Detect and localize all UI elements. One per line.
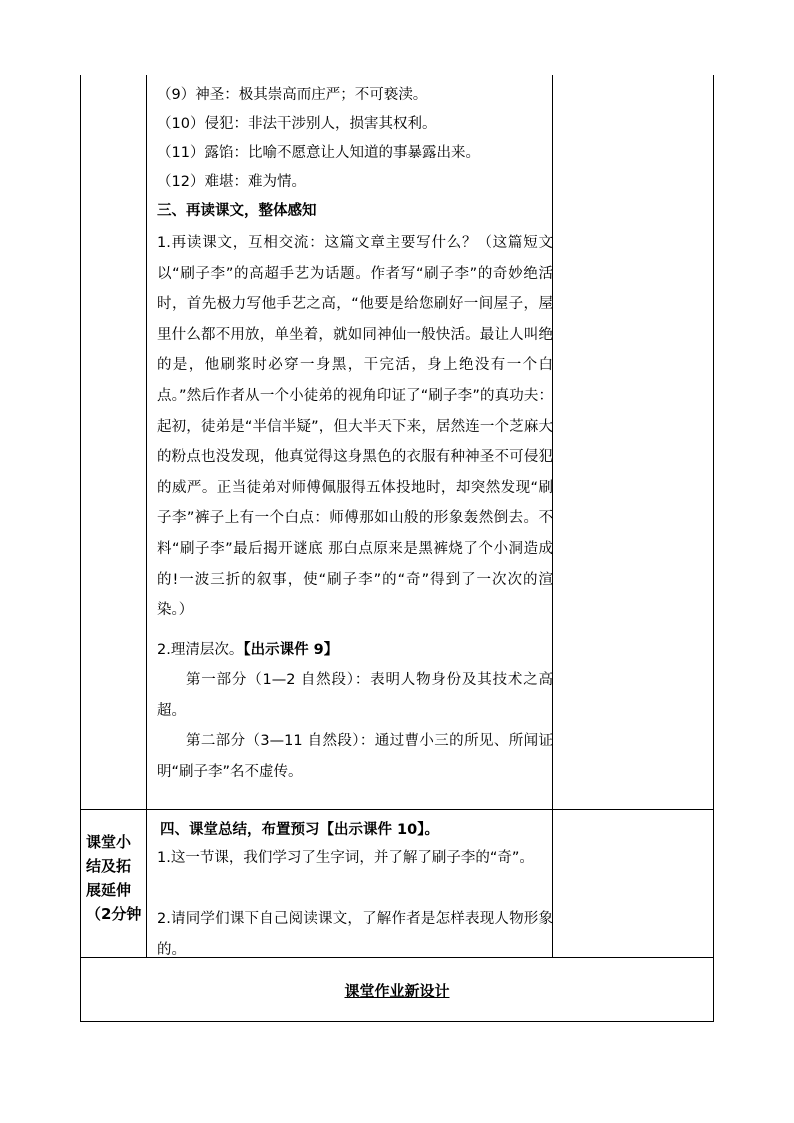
section3-item2: [157, 640, 338, 660]
definition-9: （9）神圣：极其崇高而庄严；不可亵渎。: [157, 87, 428, 103]
table-border-right: [713, 75, 714, 1022]
table-row-line-1: [80, 809, 714, 810]
table-border-bottom: [80, 1021, 714, 1022]
definition-12: （12）难堪：难为情。: [157, 174, 306, 190]
courseware-9-label: 【出示课件 9】: [243, 642, 339, 658]
summary-item1: 1.这一节课，我们学习了生字词，并了解了刷子李的“奇”。: [157, 850, 534, 866]
section3-item1: 1.再读课文，互相交流：这篇文章主要写什么？（这篇短文以“刷子李”的高超手艺为话题。作者写“刷子李”的奇妙绝活时，首先极力写他手艺之高，“他要是给您刷好一间屋子，屋里什么都不用放，单坐着，就如同神仙一般快活。最让人叫绝的是，他刷浆时必穿一身黑，干完活，身上绝没有一个白点。”然后作者从一个小徒弟的视角印证了“刷子李”的真功夫：起初，徒弟是“半信半疑”，但大半天下来，居然连一个芝麻大的粉点也没发现，他真觉得这身黑色的衣服有种神圣不可侵犯的威严。正当徒弟对师傅佩服得五体投地时，却突然发现“刷子李”裤子上有一个白点：师傅那如山般的形象轰然倒去。不料“刷子李”最后揭开谜底 那白点原来是黑裤烧了个小洞造成的!一波三折的叙事，使“刷子李”的“奇”得到了一次次的渲染。）: [157, 235, 553, 619]
summary-row-label: 课堂小结及拓展延伸（2分钟: [86, 833, 142, 923]
definition-11: （11）露馅：比喻不愿意让人知道的事暴露出来。: [157, 145, 480, 161]
summary-heading: 四、课堂总结，布置预习【出示课件 10】。: [160, 822, 439, 838]
homework-design-title: 课堂作业新设计: [344, 982, 450, 1000]
table-border-left: [80, 75, 81, 1022]
section3-heading: 三、再读课文，整体感知: [157, 203, 317, 219]
table-divider-left-col: [146, 75, 147, 957]
section3-part2: 第二部分（3—11 自然段）：通过曹小三的所见、所闻证明“刷子李”名不虚传。: [157, 733, 553, 780]
section3-part1: 第一部分（1—2 自然段）：表明人物身份及其技术之高超。: [157, 672, 553, 719]
section3-item2-prefix: 2.理清层次。: [157, 642, 244, 658]
definition-10: （10）侵犯：非法干涉别人，损害其权利。: [157, 116, 437, 132]
summary-item2: 2.请同学们课下自己阅读课文，了解作者是怎样表现人物形象的。: [157, 911, 553, 958]
